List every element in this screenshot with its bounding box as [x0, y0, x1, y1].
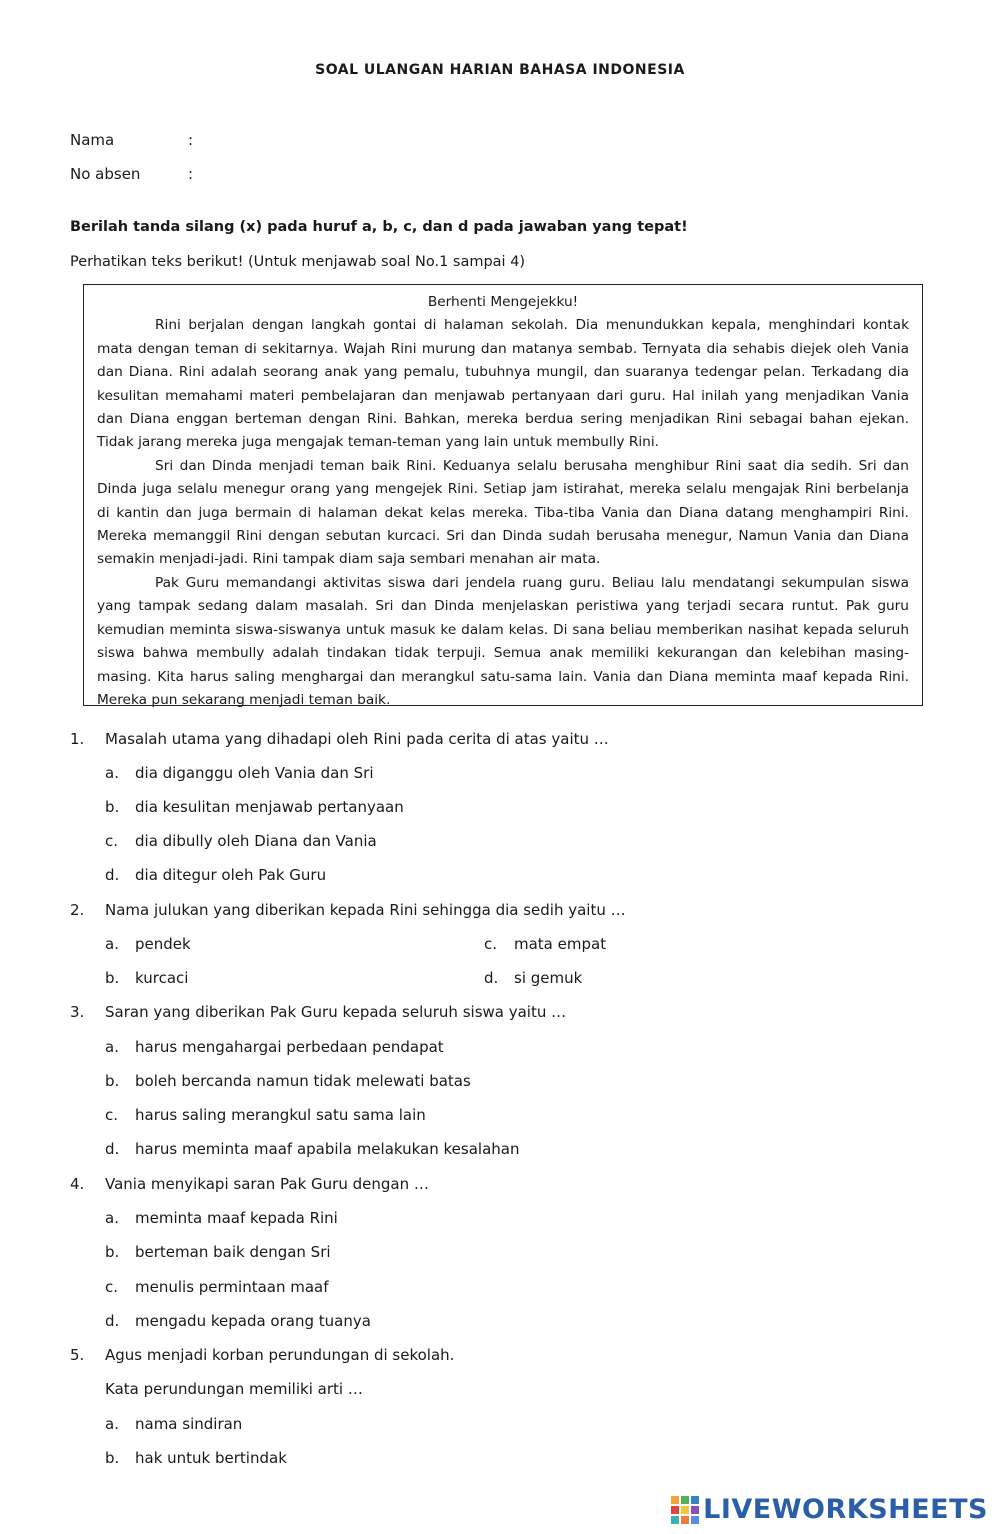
name-colon: :	[188, 131, 194, 149]
q2-option-b[interactable]	[105, 969, 188, 987]
q2-option-d[interactable]	[484, 969, 582, 987]
option-text: harus meminta maaf apabila melakukan kesalahan	[135, 1140, 520, 1158]
option-text: dia dibully oleh Diana dan Vania	[135, 832, 377, 850]
question-number: 3.	[70, 1003, 85, 1021]
reading-passage	[83, 284, 923, 706]
option-text: dia diganggu oleh Vania dan Sri	[135, 764, 374, 782]
option-letter: a.	[105, 1038, 119, 1056]
q1-option-c[interactable]	[105, 832, 377, 850]
option-text: dia kesulitan menjawab pertanyaan	[135, 798, 404, 816]
option-letter: a.	[105, 1415, 119, 1433]
worksheet-title: SOAL ULANGAN HARIAN BAHASA INDONESIA	[315, 62, 685, 78]
q3-option-a[interactable]	[105, 1038, 444, 1056]
option-letter: a.	[105, 764, 119, 782]
q3-option-c[interactable]	[105, 1106, 426, 1124]
question-text: Saran yang diberikan Pak Guru kepada seluruh siswa yaitu …	[105, 1003, 567, 1021]
option-text: nama sindiran	[135, 1415, 243, 1433]
passage-paragraph: Pak Guru memandangi aktivitas siswa dari jendela ruang guru. Beliau lalu mendatangi sekumpulan siswa yang tampak sedang dalam masalah. Sri dan Dinda menjelaskan peristiwa yang terjadi secara runtut. Pak guru kemudian meminta siswa-siswanya untuk masuk ke dalam kelas. Di sana beliau memberikan nasihat kepada seluruh siswa bahwa membully adalah tindakan tidak terpuji. Semua anak memiliki kekurangan dan kelebihan masing-masing. Kita harus saling menghargai dan merangkul satu-sama lain. Vania dan Diana meminta maaf kepada Rini. Mereka pun sekarang menjadi teman baik.	[97, 574, 909, 708]
reading-note: Perhatikan teks berikut! (Untuk menjawab soal No.1 sampai 4)	[70, 254, 526, 270]
option-text: si gemuk	[514, 969, 583, 987]
question-number: 2.	[70, 901, 85, 919]
question-text: Nama julukan yang diberikan kepada Rini sehingga dia sedih yaitu …	[105, 901, 626, 919]
instruction: Berilah tanda silang (x) pada huruf a, b, c, dan d pada jawaban yang tepat!	[70, 219, 688, 235]
q4-option-b[interactable]	[105, 1243, 331, 1261]
logo-block	[671, 1496, 679, 1504]
option-text: dia ditegur oleh Pak Guru	[135, 866, 327, 884]
q3-option-d[interactable]	[105, 1140, 519, 1158]
q2-option-c[interactable]	[484, 935, 606, 953]
option-letter: a.	[105, 935, 119, 953]
q1-option-a[interactable]	[105, 764, 374, 782]
option-letter: d.	[105, 1312, 120, 1330]
option-letter: c.	[484, 935, 498, 953]
question-text: Agus menjadi korban perundungan di sekolah.	[105, 1346, 455, 1364]
q4-option-a[interactable]	[105, 1209, 338, 1227]
logo-block	[681, 1516, 689, 1524]
logo-blocks-icon	[671, 1496, 699, 1524]
option-letter: b.	[105, 1243, 120, 1261]
q3-option-b[interactable]	[105, 1072, 471, 1090]
option-text: hak untuk bertindak	[135, 1449, 287, 1467]
question-number: 1.	[70, 730, 85, 748]
liveworksheets-logo[interactable]	[671, 1494, 988, 1525]
question-number: 5.	[70, 1346, 85, 1364]
option-letter: b.	[105, 798, 120, 816]
question-3	[70, 1003, 566, 1021]
option-letter: b.	[105, 1072, 120, 1090]
logo-block	[691, 1496, 699, 1504]
option-text: pendek	[135, 935, 191, 953]
passage-title: Berhenti Mengejekku!	[427, 294, 579, 310]
option-letter: a.	[105, 1209, 119, 1227]
logo-text: LIVEWORKSHEETS	[703, 1494, 988, 1525]
logo-block	[681, 1506, 689, 1514]
question-text: Vania menyikapi saran Pak Guru dengan …	[105, 1175, 429, 1193]
option-letter: d.	[105, 866, 120, 884]
absence-number-colon: :	[188, 165, 194, 183]
question-number: 4.	[70, 1175, 85, 1193]
option-text: mata empat	[514, 935, 607, 953]
option-text: menulis permintaan maaf	[135, 1278, 329, 1296]
name-label: Nama	[70, 131, 115, 149]
passage-paragraph: Rini berjalan dengan langkah gontai di halaman sekolah. Dia menundukkan kepala, menghindari kontak mata dengan teman di sekitarnya. Wajah Rini murung dan matanya sembab. Ternyata dia sehabis diejek oleh Vania dan Diana. Rini adalah seorang anak yang pemalu, tubuhnya mungil, dan suaranya tedengar pelan. Terkadang dia kesulitan memahami materi pembelajaran dan menjawab pertanyaan dari guru. Hal inilah yang menjadikan Vania dan Diana enggan berteman dengan Rini. Bahkan, mereka berdua sering menjadikan Rini sebagai bahan ejekan. Tidak jarang mereka juga mengajak teman-teman yang lain untuk membully Rini.	[97, 317, 909, 451]
q1-option-b[interactable]	[105, 798, 404, 816]
logo-block	[691, 1516, 699, 1524]
option-letter: c.	[105, 832, 119, 850]
logo-block	[671, 1506, 679, 1514]
option-text: mengadu kepada orang tuanya	[135, 1312, 371, 1330]
q5-option-b[interactable]	[105, 1449, 287, 1467]
q2-option-a[interactable]	[105, 935, 191, 953]
q5-option-a[interactable]	[105, 1415, 242, 1433]
logo-block	[691, 1506, 699, 1514]
q4-option-c[interactable]	[105, 1278, 329, 1296]
option-letter: d.	[484, 969, 499, 987]
question-1	[70, 730, 609, 748]
question-4	[70, 1175, 429, 1193]
question-5-subtext: Kata perundungan memiliki arti …	[105, 1380, 363, 1398]
option-text: meminta maaf kepada Rini	[135, 1209, 338, 1227]
option-text: harus mengahargai perbedaan pendapat	[135, 1038, 444, 1056]
option-letter: b.	[105, 1449, 120, 1467]
option-letter: b.	[105, 969, 120, 987]
option-text: harus saling merangkul satu sama lain	[135, 1106, 426, 1124]
question-5	[70, 1346, 454, 1364]
question-2	[70, 901, 626, 919]
absence-number-field	[70, 165, 193, 183]
option-text: kurcaci	[135, 969, 189, 987]
q4-option-d[interactable]	[105, 1312, 371, 1330]
q1-option-d[interactable]	[105, 866, 326, 884]
name-field	[70, 131, 193, 149]
option-letter: c.	[105, 1278, 119, 1296]
logo-block	[681, 1496, 689, 1504]
absence-number-label: No absen	[70, 165, 141, 183]
option-letter: d.	[105, 1140, 120, 1158]
option-text: boleh bercanda namun tidak melewati batas	[135, 1072, 471, 1090]
option-text: berteman baik dengan Sri	[135, 1243, 331, 1261]
logo-block	[671, 1516, 679, 1524]
passage-paragraph: Sri dan Dinda menjadi teman baik Rini. Keduanya selalu berusaha menghibur Rini saat dia sedih. Sri dan Dinda juga selalu menegur orang yang mengejek Rini. Setiap jam istirahat, mereka selalu mengajak Rini berbelanja di kantin dan juga bermain di halaman dekat kelas mereka. Tiba-tiba Vania dan Diana datang menghampiri Rini. Mereka memanggil Rini dengan sebutan kurcaci. Sri dan Dinda sudah berusaha menegur, Namun Vania dan Diana semakin menjadi-jadi. Rini tampak diam saja sembari menahan air mata.	[97, 457, 909, 568]
question-text: Masalah utama yang dihadapi oleh Rini pada cerita di atas yaitu …	[105, 730, 609, 748]
option-letter: c.	[105, 1106, 119, 1124]
